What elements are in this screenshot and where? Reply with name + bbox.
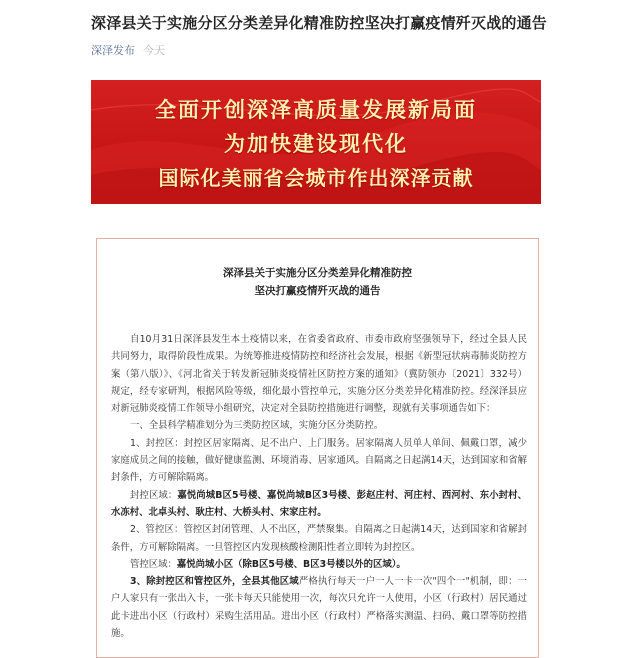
zone-2-label: 管控区域： <box>130 558 177 570</box>
notice-title-line-1: 深泽县关于实施分区分类差异化精准防控 <box>223 267 412 279</box>
notice-document <box>96 238 539 658</box>
banner-line-2: 为加快建设现代化 <box>224 132 408 156</box>
item-3-paragraph <box>111 573 527 642</box>
item-2-paragraph: 2、管控区：管控区封闭管理、人不出区，严禁聚集。自隔离之日起满14天，达到国家和省解封条件，方可解除隔离。一旦管控区内发现核酸检测阳性者立即转为封控区。 <box>111 524 527 553</box>
section-heading-1: 一、全县科学精准划分为三类防控区域，实施分区分类防控。 <box>130 420 384 432</box>
item-3-rest: 严格执行每天一户一人一卡一次"四个一"机制，即：一户人家只有一张出入卡，一张卡每天只能使用一次，每次只允许一人使用，小区（行政村）居民通过此卡进出小区（行政村）采购生活用品。进出小区（行政村）严格落实测温、扫码、戴口罩等防控措施。 <box>111 576 527 640</box>
intro-paragraph: 自10月31日深泽县发生本土疫情以来，在省委省政府、市委市政府坚强领导下，经过全县人民共同努力，取得阶段性成果。为统筹推进疫情防控和经济社会发展，根据《新型冠状病毒肺炎防控方案（第八版）》、《河北省关于转发新冠肺炎疫情社区防控方案的通知》（冀防领办〔2021〕332号）规定，经专家研判，根据风险等级，细化最小管控单元，实施分区分类差异化精准防控。经深泽县应对新冠肺炎疫情工作领导小组研究，决定对全县防控措施进行调整，现就有关事项通告如下： <box>111 334 527 415</box>
banner-line-3: 国际化美丽省会城市作出深泽贡献 <box>158 166 474 190</box>
notice-body <box>111 331 527 642</box>
zone-1-label: 封控区域： <box>130 489 178 501</box>
article-title: 深泽县关于实施分区分类差异化精准防控坚决打赢疫情歼灭战的通告 <box>91 14 548 32</box>
banner-image <box>91 80 541 204</box>
zone-2-paragraph <box>111 556 527 573</box>
account-name-link[interactable]: 深泽发布 <box>91 44 135 57</box>
notice-title-line-2: 坚决打赢疫情歼灭战的通告 <box>254 285 381 297</box>
article-meta <box>91 44 165 58</box>
item-3-bold: 3、除封控区和管控区外，全县其他区域 <box>130 576 299 588</box>
item-1-paragraph: 1、封控区：封控区居家隔离、足不出户、上门服务。居家隔离人员单人单间、佩戴口罩，减少家庭成员之间的接触，做好健康监测、环境消毒、居家通风。自隔离之日起满14天，达到国家和省解封条件，方可解除隔离。 <box>111 437 527 484</box>
zone-1-list: 嘉悦尚城B区5号楼、嘉悦尚城B区3号楼、彭赵庄村、河庄村、西河村、东小封村、水冻村、北卓头村、耿庄村、大桥头村、宋家庄村。 <box>111 489 527 518</box>
zone-1-paragraph <box>111 487 527 522</box>
publish-time: 今天 <box>143 44 165 57</box>
zone-2-list: 嘉悦尚城小区（除B区5号楼、B区3号楼以外的区域）。 <box>176 558 406 570</box>
banner-line-1: 全面开创深泽高质量发展新局面 <box>155 98 477 122</box>
